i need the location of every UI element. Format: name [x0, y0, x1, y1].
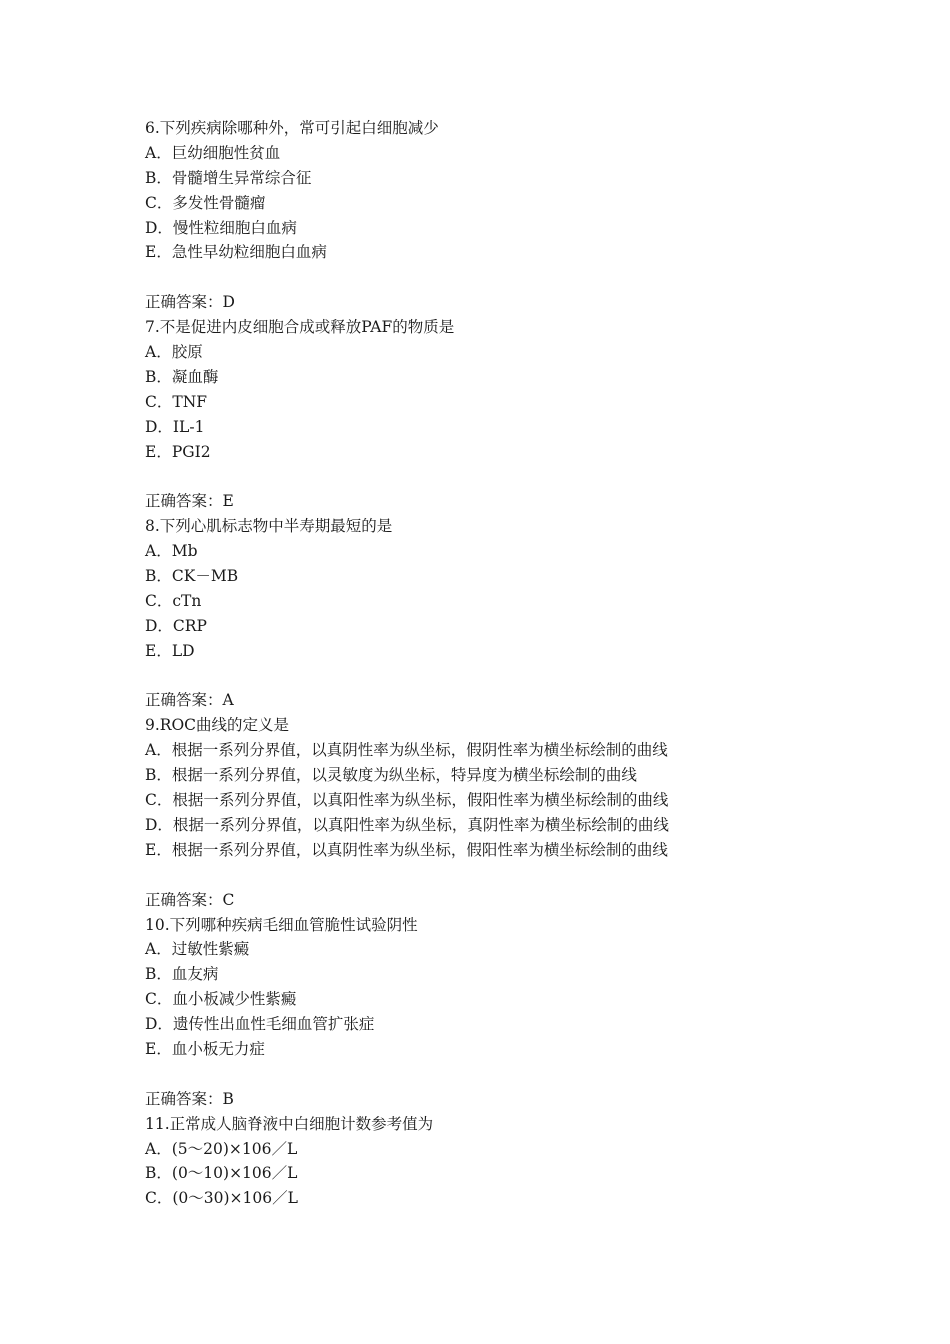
option-e: E．根据一系列分界值，以真阴性率为纵坐标，假阳性率为横坐标绘制的曲线: [145, 840, 668, 859]
question-list: [145, 116, 865, 1211]
option-b: B．骨髓增生异常综合征: [145, 168, 312, 187]
option-b: B．血友病: [145, 965, 219, 984]
option-a: A．(5～20)×106／L: [145, 1139, 298, 1158]
option-c: C．cTn: [145, 591, 202, 610]
spacer: [145, 1062, 865, 1087]
option-d: D．根据一系列分界值，以真阳性率为纵坐标，真阴性率为横坐标绘制的曲线: [145, 815, 669, 834]
question-stem: 11.正常成人脑脊液中白细胞计数参考值为: [145, 1114, 434, 1133]
question-9: [145, 713, 865, 912]
option-b: B．根据一系列分界值，以灵敏度为纵坐标，特异度为横坐标绘制的曲线: [145, 766, 637, 785]
option-a: A．Mb: [145, 542, 198, 561]
option-e: E．血小板无力症: [145, 1039, 265, 1058]
option-e: E．急性早幼粒细胞白血病: [145, 243, 327, 262]
option-a: A．胶原: [145, 343, 203, 362]
option-d: D．遗传性出血性毛细血管扩张症: [145, 1015, 375, 1034]
spacer: [145, 265, 865, 290]
correct-answer: 正确答案：B: [145, 1089, 234, 1108]
option-b: B．(0～10)×106／L: [145, 1164, 298, 1183]
option-c: C．根据一系列分界值，以真阳性率为纵坐标，假阳性率为横坐标绘制的曲线: [145, 791, 669, 810]
correct-answer: 正确答案：E: [145, 492, 234, 511]
option-c: C．(0～30)×106／L: [145, 1189, 298, 1208]
spacer: [145, 664, 865, 689]
option-a: A．过敏性紫癜: [145, 940, 250, 959]
option-c: C．血小板减少性紫癜: [145, 990, 297, 1009]
option-a: A．巨幼细胞性贫血: [145, 143, 281, 162]
question-stem: 6.下列疾病除哪种外，常可引起白细胞减少: [145, 119, 439, 137]
option-c: C．多发性骨髓瘤: [145, 193, 266, 212]
question-stem: 9.ROC曲线的定义是: [145, 716, 290, 735]
spacer: [145, 464, 865, 489]
spacer: [145, 863, 865, 888]
option-e: E．PGI2: [145, 442, 211, 461]
option-b: B．CK－MB: [145, 567, 239, 586]
correct-answer: 正确答案：C: [145, 890, 235, 909]
question-7: [145, 315, 865, 514]
question-stem: 8.下列心肌标志物中半寿期最短的是: [145, 517, 393, 536]
question-stem: 10.下列哪种疾病毛细血管脆性试验阴性: [145, 915, 418, 934]
option-a: A．根据一系列分界值，以真阴性率为纵坐标，假阴性率为横坐标绘制的曲线: [145, 741, 668, 760]
question-6: [145, 116, 865, 315]
option-b: B．凝血酶: [145, 367, 219, 386]
correct-answer: 正确答案：A: [145, 691, 234, 710]
question-10: [145, 913, 865, 1112]
option-d: D．CRP: [145, 616, 207, 635]
question-8: [145, 514, 865, 713]
option-c: C．TNF: [145, 392, 208, 411]
option-e: E．LD: [145, 641, 195, 660]
option-d: D．IL-1: [145, 417, 205, 436]
option-d: D．慢性粒细胞白血病: [145, 218, 297, 237]
correct-answer: 正确答案：D: [145, 293, 235, 312]
question-stem: 7.不是促进内皮细胞合成或释放PAF的物质是: [145, 318, 455, 337]
question-11: [145, 1112, 865, 1212]
